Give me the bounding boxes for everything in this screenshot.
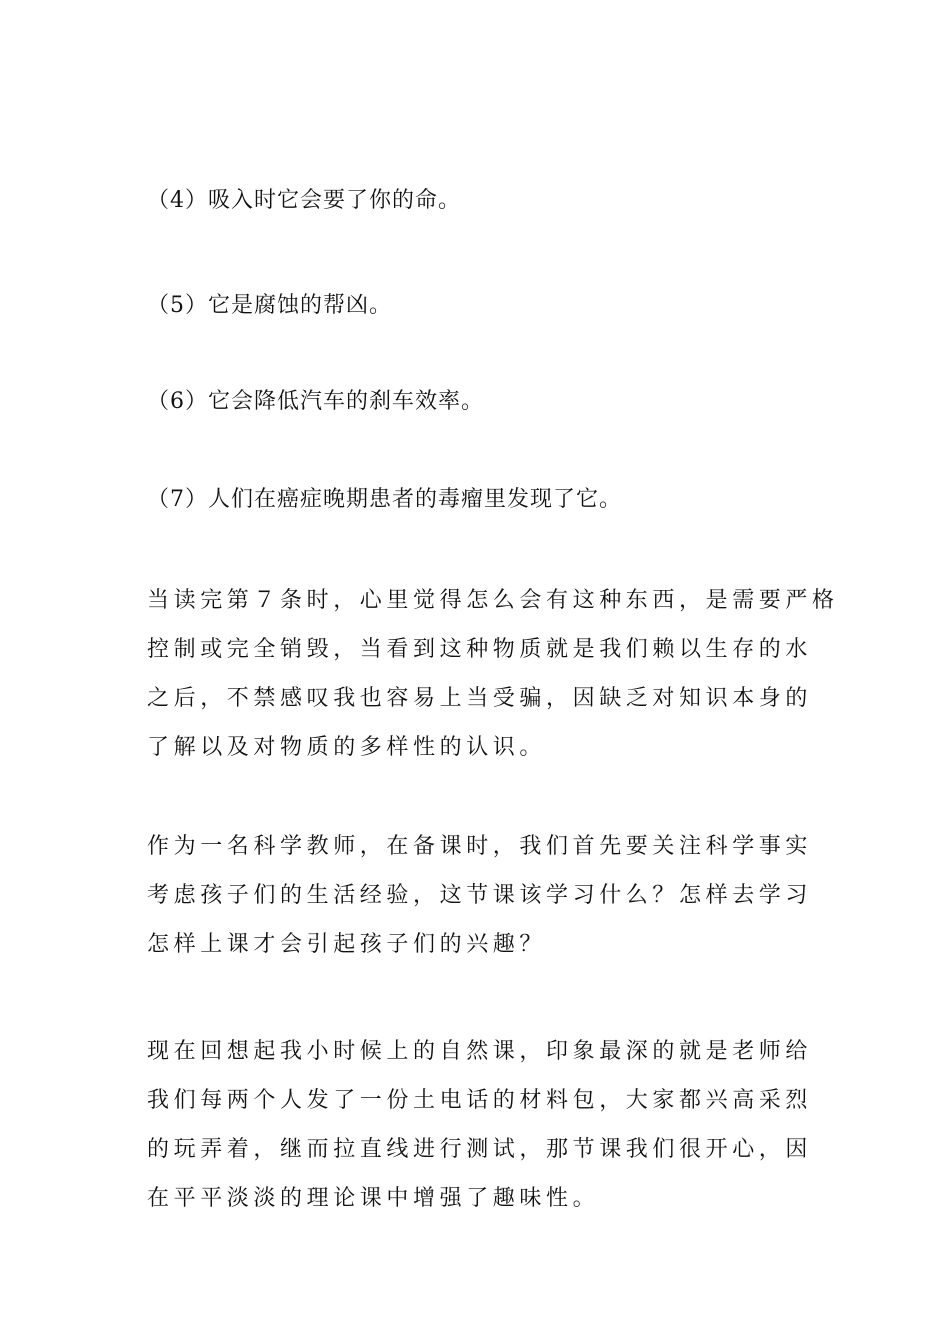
paragraph-line: 控制或完全销毁，当看到这种物质就是我们赖以生存的水 — [147, 637, 813, 662]
paragraph-line: 当读完第７条时，心里觉得怎么会有这种东西，是需要严格 — [147, 588, 839, 613]
list-item: （5）它是腐蚀的帮凶。 — [147, 293, 392, 318]
paragraph-line: 之后，不禁感叹我也容易上当受骗，因缺乏对知识本身的 — [147, 686, 813, 711]
paragraph — [147, 585, 839, 781]
paragraph-line: 现在回想起我小时候上的自然课，印象最深的就是老师给 — [147, 1039, 813, 1064]
paragraph-line: 了解以及对物质的多样性的认识。 — [147, 735, 547, 760]
list-item: （4）吸入时它会要了你的命。 — [147, 188, 461, 213]
paragraph-line: 在平平淡淡的理论课中增强了趣味性。 — [147, 1186, 600, 1211]
list-item: （7）人们在癌症晚期患者的毒瘤里发现了它。 — [147, 487, 622, 512]
paragraph — [147, 1036, 817, 1232]
paragraph-line: 的玩弄着，继而拉直线进行测试，那节课我们很开心，因 — [147, 1137, 813, 1162]
paragraph-line: 我们每两个人发了一份土电话的材料包，大家都兴高采烈 — [147, 1088, 813, 1113]
paragraph — [147, 831, 817, 978]
paragraph-line: 怎样上课才会引起孩子们的兴趣？ — [147, 932, 547, 957]
paragraph-line: 考虑孩子们的生活经验，这节课该学习什么？怎样去学习 — [147, 883, 813, 908]
list-item: （6）它会降低汽车的刹车效率。 — [147, 389, 484, 414]
paragraph-line: 作为一名科学教师，在备课时，我们首先要关注科学事实 — [147, 834, 813, 859]
